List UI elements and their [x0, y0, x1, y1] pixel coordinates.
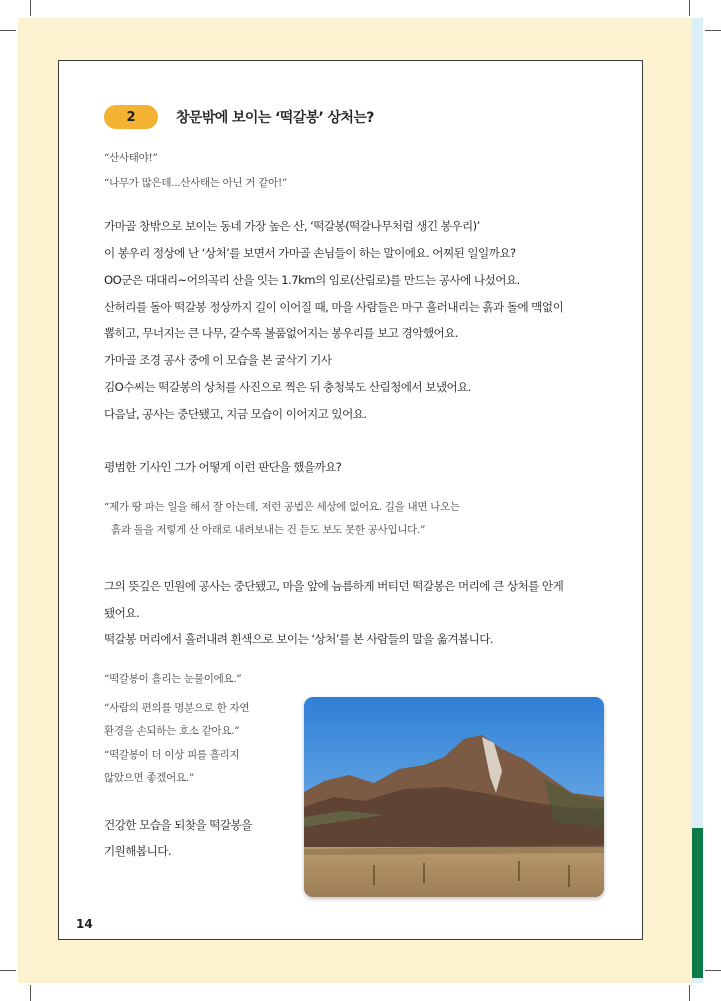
- crop-mark: [0, 970, 16, 971]
- section-heading: [104, 104, 374, 130]
- quote-line: “떡갈봉이 더 이상 피를 흘리지: [104, 749, 240, 761]
- crop-mark: [689, 0, 690, 16]
- accent-strip: [692, 828, 703, 978]
- mountain-photo: [304, 697, 604, 897]
- body-line: 김O수씨는 떡갈봉의 상처를 사진으로 찍은 뒤 충청북도 산림청에서 보냈어요.: [104, 380, 471, 394]
- crop-mark: [705, 30, 721, 31]
- body-line: 됐어요.: [104, 606, 140, 620]
- quote-line: “제가 땅 파는 일을 해서 잘 아는데, 저런 공법은 세상에 없어요. 길을 내면 나오는: [104, 501, 460, 513]
- content-frame: [58, 60, 643, 940]
- body-line: OO군은 대대리~어의곡리 산을 잇는 1.7km의 임로(산림로)를 만드는 공사에 나섰어요.: [104, 273, 520, 287]
- crop-mark: [705, 970, 721, 971]
- closing-line: 기원해봅니다.: [104, 844, 172, 858]
- body-line: 다음날, 공사는 중단됐고, 지금 모습이 이어지고 있어요.: [104, 407, 367, 421]
- crop-mark: [30, 985, 31, 1001]
- quote-line: 환경을 손되하는 호소 같아요.”: [104, 725, 240, 737]
- quote-line: “떡갈봉이 흘리는 눈물이에요.”: [104, 673, 242, 685]
- quote-line: 않았으면 좋겠어요.”: [104, 772, 194, 784]
- quote-line: “산사태야!”: [104, 152, 158, 164]
- body-line: 가마골 조경 공사 중에 이 모습을 본 굴삭기 기사: [104, 353, 332, 367]
- section-title: 창문밖에 보이는 ‘떡갈봉’ 상처는?: [176, 110, 374, 126]
- closing-line: 건강한 모습을 되찾을 떡갈봉을: [104, 818, 252, 832]
- crop-mark: [0, 30, 16, 31]
- section-number-badge: 2: [104, 105, 158, 129]
- body-line: 그의 뜻깊은 민원에 공사는 중단됐고, 마을 앞에 늠름하게 버티던 떡갈봉은 머리에 큰 상처를 안게: [104, 579, 564, 593]
- crop-mark: [689, 985, 690, 1001]
- quote-line: 흙과 돌을 저렇게 산 아래로 내려보내는 건 듣도 보도 못한 공사입니다.”: [111, 524, 426, 536]
- quote-line: “사람의 편의를 명분으로 한 자연: [104, 702, 250, 714]
- question-line: 평범한 기사인 그가 어떻게 이런 판단을 했을까요?: [104, 460, 342, 474]
- body-line: 떡갈봉 머리에서 흘러내려 흰색으로 보이는 ‘상처’를 본 사람들의 말을 옮겨봅니다.: [104, 632, 494, 646]
- body-line: 이 봉우리 정상에 난 ‘상처’를 보면서 가마골 손님들이 하는 말이에요. 어찌된 일일까요?: [104, 246, 516, 260]
- page-number: 14: [76, 917, 93, 931]
- quote-line: “나무가 많은데...산사태는 아닌 거 같아!”: [104, 177, 287, 189]
- body-line: 가마골 창밖으로 보이는 동네 가장 높은 산, ‘떡갈봉(떡갈나무처럼 생긴 봉우리)’: [104, 219, 480, 233]
- body-line: 뽑히고, 무너지는 큰 나무, 갈수록 볼품없어지는 봉우리를 보고 경악했어요.: [104, 326, 458, 340]
- crop-mark: [30, 0, 31, 16]
- body-line: 산허리를 돌아 떡갈봉 정상까지 길이 이어질 때, 마을 사람들은 마구 흘러내리는 흙과 돌에 맥없이: [104, 300, 564, 314]
